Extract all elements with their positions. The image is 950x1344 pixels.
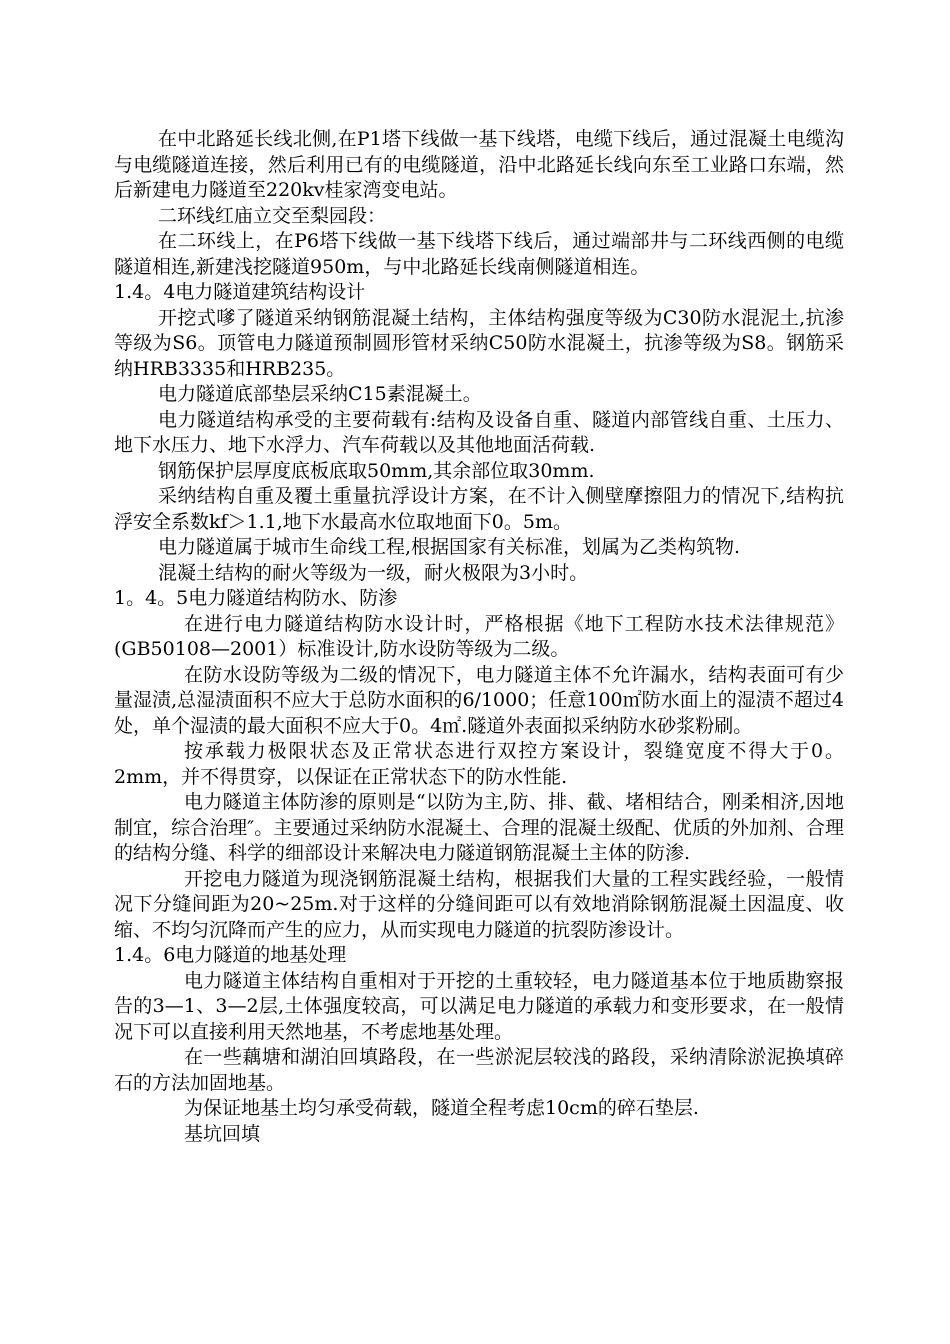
- document-body: [114, 127, 844, 1147]
- paragraph: 电力隧道底部垫层采纳C15素混凝土。: [158, 383, 482, 405]
- paragraph: 为保证地基土均匀承受荷载，隧道全程考虑10cm的碎石垫层.: [184, 1097, 699, 1119]
- paragraph: 在进行电力隧道结构防水设计时，严格根据《地下工程防水技术法律规范》(GB50108—2001）标准设计,防水设防等级为二级。: [114, 612, 844, 660]
- paragraph: 电力隧道结构承受的主要荷载有:结构及设备自重、隧道内部管线自重、土压力、地下水压力、地下水浮力、汽车荷载以及其他地面活荷载.: [114, 408, 844, 456]
- paragraph: 开挖式嗲了隧道采纳钢筋混凝土结构，主体结构强度等级为C30防水混泥土,抗渗等级为S6。顶管电力隧道预制圆形管材采纳C50防水混凝土，抗渗等级为S8。钢筋采纳HRB3335和HRB235。: [114, 306, 844, 380]
- section-heading: 1.4。6电力隧道的地基处理: [114, 944, 347, 966]
- paragraph: 开挖电力隧道为现浇钢筋混凝土结构，根据我们大量的工程实践经验，一般情况下分缝间距为20~25m.对于这样的分缝间距可以有效地消除钢筋混凝土因温度、收缩、不均匀沉降而产生的应力，从而实现电力隧道的抗裂防渗设计。: [114, 867, 844, 941]
- paragraph: 二环线红庙立交至梨园段：: [158, 204, 387, 227]
- section-heading: 1.4。4电力隧道建筑结构设计: [114, 281, 366, 303]
- paragraph: 基坑回填: [184, 1122, 261, 1145]
- paragraph: 在中北路延长线北侧,在P1塔下线做一基下线塔，电缆下线后，通过混凝土电缆沟与电缆隧道连接，然后利用已有的电缆隧道，沿中北路延长线向东至工业路口东端，然后新建电力隧道至220kv桂家湾变电站。: [114, 128, 844, 201]
- section-heading: 1。4。5电力隧道结构防水、防渗: [114, 587, 398, 609]
- paragraph: 电力隧道主体防渗的原则是“以防为主,防、排、截、堵相结合，刚柔相济,因地制宜，综合治理″。主要通过采纳防水混凝土、合理的混凝土级配、优质的外加剂、合理的结构分缝、科学的细部设计来解决电力隧道钢筋混凝土主体的防渗.: [114, 791, 844, 864]
- paragraph: 在二环线上，在P6塔下线做一基下线塔下线后，通过端部井与二环线西侧的电缆隧道相连,新建浅挖隧道950m，与中北路延长线南侧隧道相连。: [114, 230, 844, 278]
- paragraph: 在一些藕塘和湖泊回填路段，在一些淤泥层较浅的路段，采纳清除淤泥换填碎石的方法加固地基。: [114, 1046, 844, 1094]
- paragraph: 按承载力极限状态及正常状态进行双控方案设计，裂缝宽度不得大于0。2mm，并不得贯穿，以保证在正常状态下的防水性能.: [114, 740, 844, 788]
- paragraph: 在防水设防等级为二级的情况下，电力隧道主体不允许漏水，结构表面可有少量湿渍,总湿渍面积不应大于总防水面积的6/1000；任意100㎡防水面上的湿渍不超过4处，单个湿渍的最大面积不应大于0。4㎡.隧道外表面拟采纳防水砂浆粉刷。: [114, 663, 844, 737]
- paragraph: 电力隧道主体结构自重相对于开挖的土重较轻，电力隧道基本位于地质勘察报告的3—1、3—2层,土体强度较高，可以满足电力隧道的承载力和变形要求，在一般情况下可以直接利用天然地基，不考虑地基处理。: [114, 969, 844, 1043]
- paragraph: 电力隧道属于城市生命线工程,根据国家有关标准，划属为乙类构筑物.: [158, 536, 741, 558]
- paragraph: 钢筋保护层厚度底板底取50mm,其余部位取30mm.: [158, 459, 595, 482]
- paragraph: 混凝土结构的耐火等级为一级，耐火极限为3小时。: [158, 561, 589, 584]
- paragraph: 采纳结构自重及覆土重量抗浮设计方案，在不计入侧壁摩擦阻力的情况下,结构抗浮安全系数kf＞1.1,地下水最高水位取地面下0。5m。: [114, 485, 844, 533]
